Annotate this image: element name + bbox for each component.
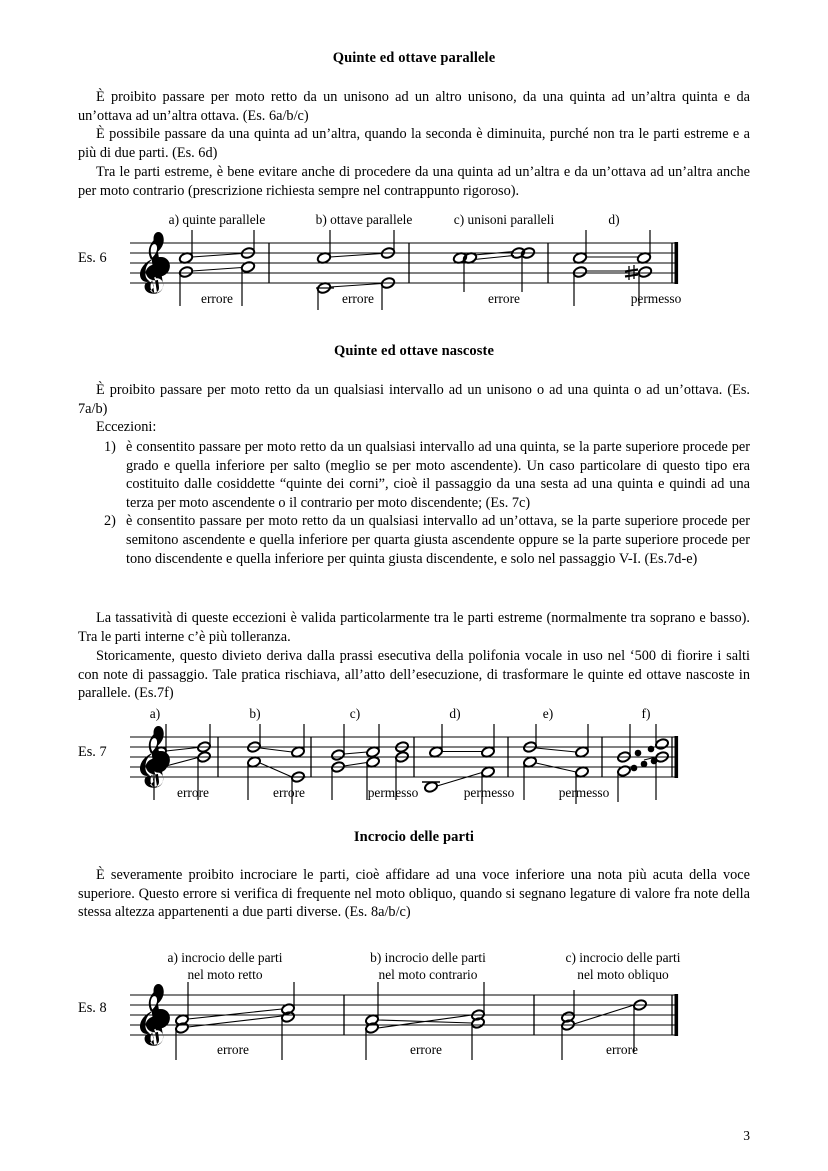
page-number: 3: [743, 1128, 750, 1143]
example-verdict-es6-d: permesso: [630, 291, 682, 306]
list-item: [104, 512, 750, 568]
paragraph-2-1: È proibito passare per moto retto da un qualsiasi intervallo ad un unisono o ad una quinta o ad un’ottava. (Es. 7a/b): [78, 382, 750, 417]
paragraph-2-3: La tassatività di queste eccezioni è valida particolarmente tra le parti estreme (normalmente tra soprano e basso). Tra le parti interne c’è più tolleranza.: [78, 610, 750, 645]
paragraph-1-1: È proibito passare per moto retto da un unisono ad un altro unisono, da una quinta ad un’altra quinta e da un’ottava ad un’altra ottava. (Es. 6a/b/c): [78, 89, 750, 124]
example-caption-es6-c: c) unisoni paralleli: [453, 212, 555, 227]
exceptions-list: [78, 438, 750, 568]
document-page: [78, 0, 750, 1171]
paragraph-3-1: È severamente proibito incrociare le parti, cioè affidare ad una voce inferiore una nota più acuta della voce superiore. Questo errore si verifica di frequente nel moto obliquo, quando si segnano legature di valore fra note della stessa altezza appartenenti a due parti diverse. (Es. 8a/b/c): [78, 867, 750, 921]
example-caption-es6-a: a) quinte parallele: [168, 212, 266, 227]
notes-es6-c: [452, 247, 535, 292]
example-caption-es8-a-line1: a) incrocio delle parti: [167, 950, 283, 965]
section-title-quinte-ed-ottave-parallele: Quinte ed ottave parallele: [332, 50, 496, 66]
list-item: [104, 438, 750, 512]
section-title-quinte-ed-ottave-nascoste: Quinte ed ottave nascoste: [334, 343, 494, 359]
list-item-number: 1): [104, 439, 116, 455]
example-caption-es6-b: b) ottave parallele: [315, 212, 413, 227]
list-item-number: 2): [104, 513, 116, 530]
example-caption-es7-c: c): [349, 706, 361, 721]
example-caption-es8-c-line1: c) incrocio delle parti: [565, 950, 681, 965]
example-verdict-es8-a: errore: [217, 1042, 249, 1057]
example-verdict-es6-c: errore: [488, 291, 520, 306]
example-verdict-es7-b: errore: [273, 785, 305, 800]
example-verdict-es7-d: permesso: [463, 785, 515, 800]
paragraph-2-2: Eccezioni:: [96, 419, 157, 435]
example-caption-es8-b-line2: nel moto contrario: [378, 967, 478, 982]
paragraph-2-4: Storicamente, questo divieto deriva dalla prassi esecutiva della polifonia vocale in uso nel ‘500 di fiorire i salti con note di passaggio. Tale pratica rischiava, all’atto dell’esecuzione, di trasformare le quinte ed ottave nascoste in parallele. (Es.7f): [78, 648, 750, 702]
example-caption-es7-b: b): [249, 706, 261, 721]
music-example-es6: [78, 212, 750, 312]
example-caption-es7-d: d): [449, 706, 461, 721]
notes-es7-f: [617, 724, 670, 802]
example-caption-es8-c-line2: nel moto obliquo: [577, 967, 669, 982]
list-item-text: è consentito passare per moto retto da un qualsiasi intervallo ad un’ottava, se la parte superiore procede per semitono ascendente e quella inferiore per quarta giusta ascendente oppure se la parte superiore procede per tono discendente e quella inferiore per quinta giusta discendente, e solo nel passaggio V-I. (Es.7d-e): [126, 513, 750, 567]
example-caption-es7-f: f): [641, 706, 651, 721]
example-caption-es8-a-line2: nel moto retto: [187, 967, 263, 982]
example-caption-es7-a: a): [149, 706, 161, 721]
example-verdict-es6-b: errore: [342, 291, 374, 306]
paragraph-1-2: È possibile passare da una quinta ad un’altra, quando la seconda è diminuita, purché non tra le parti estreme e a più di due parti. (Es. 6d): [78, 126, 750, 161]
example-caption-es7-e: e): [542, 706, 554, 721]
section-title-incrocio-delle-parti: Incrocio delle parti: [353, 829, 475, 845]
example-caption-es6-d: d): [608, 212, 620, 227]
example-label-es8: Es. 8: [78, 1000, 107, 1016]
example-verdict-es7-c: permesso: [367, 785, 419, 800]
example-verdict-es8-c: errore: [606, 1042, 638, 1057]
example-verdict-es8-b: errore: [410, 1042, 442, 1057]
music-example-es7: [78, 706, 750, 806]
list-item-text: è consentito passare per moto retto da un qualsiasi intervallo ad una quinta, se la parte superiore procede per grado e quella inferiore per salto (meglio se per moto ascendente). Un caso particolare di questo tipo era costituito dalle cosiddette “quinte dei corni”, cioè il passaggio da una sesta ad una quinta e quindi ad una terza per moto ascendente o il contrario per moto discendente; (Es. 7c): [126, 439, 750, 511]
music-example-es8: [78, 950, 750, 1060]
example-caption-es8-b-line1: b) incrocio delle parti: [370, 950, 486, 965]
example-label-es6: Es. 6: [78, 250, 107, 266]
example-verdict-es7-e: permesso: [558, 785, 610, 800]
example-verdict-es6-a: errore: [201, 291, 233, 306]
example-label-es7: Es. 7: [78, 744, 107, 760]
paragraph-1-3: Tra le parti estreme, è bene evitare anche di procedere da una quinta ad un’altra e da un’ottava ad un’altra anche per moto contrario (prescrizione richiesta sempre nel contrappunto rigoroso).: [78, 164, 750, 199]
example-verdict-es7-a: errore: [177, 785, 209, 800]
